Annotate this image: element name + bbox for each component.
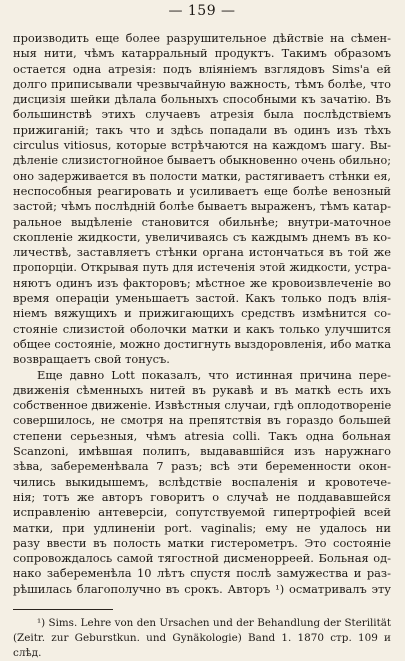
text-line: чились выкидышемъ, вслѣдствіе воспаленія и кровотече- — [13, 474, 391, 489]
text-line: совершилось, не смотря на препятствія въ гораздо большей — [13, 413, 391, 428]
text-line: сопровождалось самой тягостной дисменорреей. Больная од- — [13, 551, 391, 566]
text-line: скопленіе жидкости, увеличиваясь съ каждымъ днемъ въ ко- — [13, 229, 391, 244]
text-line: собственное движеніе. Извѣстныя случаи, гдѣ оплодотвореніе — [13, 398, 391, 413]
paragraph-1 — [13, 31, 391, 368]
page-number: — 159 — — [168, 3, 236, 19]
text-line: движенія сѣменныхъ нитей въ рукавѣ и въ маткѣ есть ихъ — [13, 382, 391, 397]
text-line: Еще давно Lott показалъ, что истинная причина пере- — [37, 367, 391, 382]
text-line: стояніе слизистой оболочки матки и какъ только улучшится — [13, 321, 391, 336]
footnote-line: ¹) Sims. Lehre von den Ursachen und der Behandlung der Sterilität — [37, 616, 391, 629]
footnote-line: слѣд. — [13, 646, 42, 659]
text-line: неспособныя реагировать и усиливаетъ еще болѣе венозный — [13, 183, 391, 198]
footnote-divider — [13, 609, 113, 610]
text-line: дисцизія шейки дѣлала больныхъ способными къ зачатію. Въ — [13, 92, 391, 107]
text-line: долго приписывали чрезвычайную важность, тѣмъ болѣе, что — [13, 76, 391, 91]
text-line: рѣшилась благополучно въ срокъ. Авторъ ¹) осматривалъ эту — [13, 581, 391, 596]
text-line: Scanzoni, имѣвшая полипъ, выдававшійся изъ наружнаго — [13, 444, 391, 459]
text-line: застой; чѣмъ послѣдній болѣе бываетъ выраженъ, тѣмъ катар- — [13, 199, 391, 214]
text-line: большинствѣ этихъ случаевъ атрезія была послѣдствіемъ — [13, 107, 391, 122]
text-line: возвращаетъ свой тонусъ. — [13, 352, 170, 367]
text-line: время операціи уменьшаетъ застой. Какъ только подъ влія- — [13, 291, 391, 306]
text-line: разу ввести въ полость матки гистерометръ. Это состояніе — [13, 535, 391, 550]
text-line: дѣленіе слизистогнойное бываетъ обыкновенно очень обильно; — [13, 154, 391, 168]
text-line: зѣва, забеременѣвала 7 разъ; всѣ эти беременности окон- — [13, 459, 391, 474]
text-line: исправленію антеверсіи, сопутствуемой гипертрофіей всей — [13, 505, 391, 520]
text-line: нія; тотъ же авторъ говоритъ о случаѣ не поддававшейся — [13, 489, 391, 504]
main-text — [13, 31, 391, 597]
text-line: ральное выдѣленіе становится обильнѣе; внутри-маточное — [13, 214, 391, 229]
text-line: ніемъ вяжущихъ и прижигающихъ средствъ измѣнится со- — [13, 306, 391, 321]
text-line: остается одна атрезія: подъ вліяніемъ взглядовъ Sims'a ей — [13, 61, 391, 76]
text-line: матки, при удлиненіи port. vaginalis; ему не удалось ни — [13, 520, 391, 535]
footnote-line: (Zeitr. zur Geburstkun. und Gynäkologie) Band 1. 1870 стр. 109 и — [13, 631, 391, 644]
footnote — [13, 616, 391, 661]
paragraph-2 — [13, 368, 391, 597]
text-line: личествѣ, заставляетъ стѣнки органа истончаться въ той же — [13, 245, 391, 260]
text-line: производить еще более разрушительное дѣйствіе на сѣмен- — [13, 31, 391, 45]
text-line: нако забеременѣла 10 лѣтъ спустя послѣ замужества и раз- — [13, 566, 391, 581]
text-line: пропорціи. Открывая путь для истеченія этой жидкости, устра- — [13, 261, 391, 275]
text-line: ныя нити, чѣмъ катарральный продуктъ. Такимъ образомъ — [13, 46, 391, 61]
text-line: прижиганій; такъ что и здѣсь попадали въ одинъ изъ тѣхъ — [13, 122, 391, 137]
text-line: оно задерживается въ полости матки, растягиваетъ стѣнки ея, — [13, 169, 391, 183]
text-line: степени серьезныя, чѣмъ atresia colli. Такъ одна больная — [13, 428, 391, 443]
text-line: circulus vitiosus, которые встрѣчаются на каждомъ шагу. Вы- — [13, 138, 391, 153]
text-line: няютъ одинъ изъ факторовъ; мѣстное же кровоизвлеченіе во — [13, 275, 391, 290]
text-line: общее состояніе, можно достигнуть выздоровленія, ибо матка — [13, 336, 391, 351]
